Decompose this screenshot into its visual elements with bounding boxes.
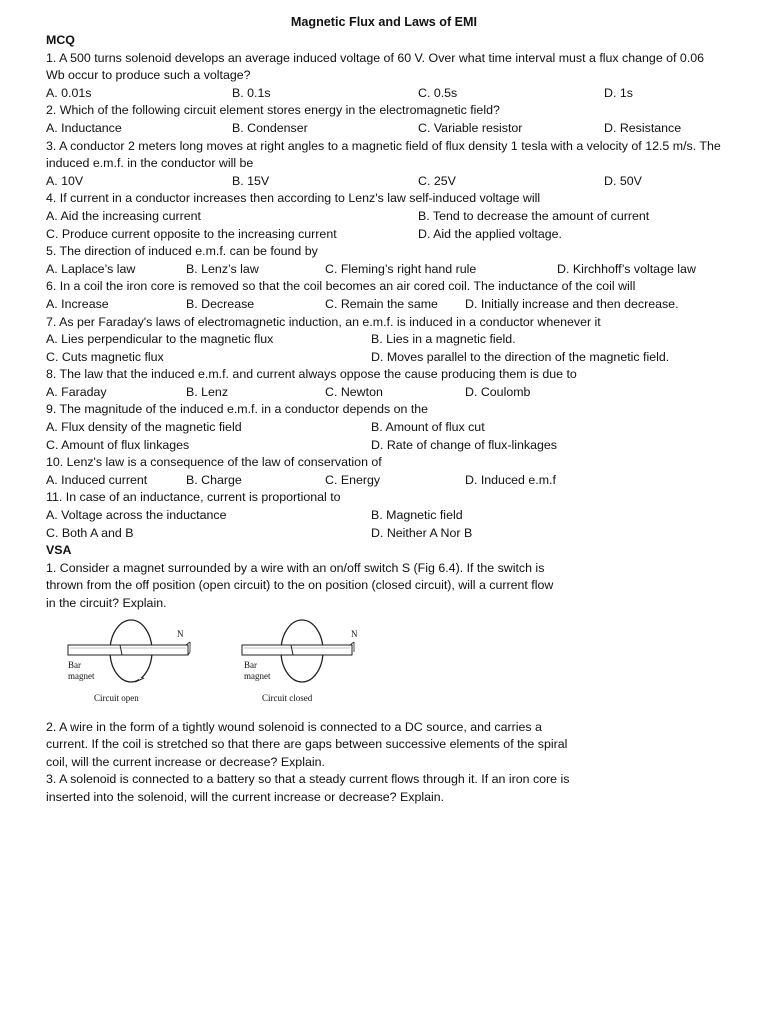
option: A. Aid the increasing current [46, 208, 201, 223]
options-7b [46, 349, 722, 367]
mcq-heading: MCQ [46, 33, 75, 47]
options-2 [46, 120, 722, 138]
caption-closed: Circuit closed [262, 692, 313, 703]
option: D. Induced e.m.f [465, 472, 556, 487]
vsa-question-3-line-2: inserted into the solenoid, will the current increase or decrease? Explain. [46, 789, 445, 804]
question-3: 3. A conductor 2 meters long moves at right angles to a magnetic field of flux density 1 tesla with a velocity of 12.5 m/s. The induced e.m.f. in the conductor will be [46, 138, 721, 171]
option: C. Both A and B [46, 525, 134, 540]
option: D. 1s [604, 85, 633, 100]
option: B. Magnetic field [371, 508, 463, 523]
vsa-question-2-line-3: coil, will the current increase or decrease? Explain. [46, 754, 325, 769]
options-5 [46, 261, 722, 279]
option: C. Newton [325, 384, 383, 399]
options-6 [46, 296, 722, 314]
bar-magnet-right [242, 645, 352, 655]
options-4b [46, 226, 722, 244]
options-10 [46, 472, 722, 490]
option: C. Fleming’s right hand rule [325, 261, 477, 276]
option: D. Initially increase and then decrease. [465, 296, 679, 311]
figure-magnet-circuits [46, 613, 722, 719]
option: B. Amount of flux cut [371, 420, 485, 435]
options-8 [46, 384, 722, 402]
option: C. 0.5s [418, 85, 458, 100]
options-9a [46, 419, 722, 437]
option: A. Induced current [46, 472, 148, 487]
option: A. Voltage across the inductance [46, 508, 227, 523]
options-9b [46, 437, 722, 455]
option: A. 10V [46, 173, 84, 188]
option: A. Increase [46, 296, 109, 311]
options-11a [46, 507, 722, 525]
option: B. Tend to decrease the amount of current [418, 208, 650, 223]
option: B. 0.1s [232, 85, 271, 100]
option: D. Resistance [604, 120, 682, 135]
question-8: 8. The law that the induced e.m.f. and current always oppose the cause producing them is due to [46, 367, 577, 382]
option: B. Lenz’s law [186, 261, 259, 276]
option: B. Lenz [186, 384, 229, 399]
option: C. 25V [418, 173, 456, 188]
option: A. 0.01s [46, 85, 92, 100]
question-4: 4. If current in a conductor increases then according to Lenz's law self-induced voltage will [46, 191, 541, 206]
vsa-question-1-line-2: thrown from the off position (open circuit) to the on position (closed circuit), will a current flow [46, 578, 554, 593]
page-title: Magnetic Flux and Laws of EMI [290, 15, 478, 29]
vsa-question-1-line-3: in the circuit? Explain. [46, 596, 167, 610]
option: D. Moves parallel to the direction of the magnetic field. [371, 349, 670, 364]
bar-label-left: Bar [68, 659, 81, 670]
magnet-circuit-diagram [62, 619, 372, 719]
option: D. Rate of change of flux-linkages [371, 437, 557, 452]
option: B. Condenser [232, 120, 308, 135]
vsa-question-3-line-1: 3. A solenoid is connected to a battery so that a steady current flows through it. If an iron core is [46, 772, 570, 787]
pole-label-right: N [351, 628, 358, 639]
question-7: 7. As per Faraday's laws of electromagnetic induction, an e.m.f. is induced in a conductor whenever it [46, 314, 601, 329]
option: C. Energy [325, 472, 381, 487]
option: A. Lies perpendicular to the magnetic flux [46, 332, 274, 347]
option: D. Coulomb [465, 384, 531, 399]
options-1 [46, 85, 722, 103]
magnet-label-right: magnet [244, 670, 271, 681]
option: C. Remain the same [325, 296, 438, 311]
worksheet [46, 14, 722, 807]
magnet-label-left: magnet [68, 670, 95, 681]
options-11b [46, 525, 722, 543]
option: A. Laplace’s law [46, 261, 136, 276]
bar-label-right: Bar [244, 659, 257, 670]
options-3 [46, 173, 722, 191]
vsa-heading: VSA [46, 543, 72, 558]
question-10: 10. Lenz's law is a consequence of the law of conservation of [46, 455, 382, 470]
bar-magnet-left [68, 645, 188, 655]
option: A. Inductance [46, 120, 122, 135]
caption-open: Circuit open [94, 692, 139, 703]
question-5: 5. The direction of induced e.m.f. can be found by [46, 244, 318, 259]
vsa-question-2-line-2: current. If the coil is stretched so that there are gaps between successive elements of the spiral [46, 737, 568, 752]
options-4a [46, 208, 722, 226]
option: C. Amount of flux linkages [46, 437, 190, 452]
question-11: 11. In case of an inductance, current is proportional to [46, 490, 341, 505]
question-2: 2. Which of the following circuit element stores energy in the electromagnetic field? [46, 103, 500, 118]
options-7a [46, 331, 722, 349]
option: D. Aid the applied voltage. [418, 226, 562, 241]
option: B. Lies in a magnetic field. [371, 332, 516, 347]
option: C. Produce current opposite to the increasing current [46, 226, 337, 241]
question-1: 1. A 500 turns solenoid develops an average induced voltage of 60 V. Over what time interval must a flux change of 0.06 Wb occur to produce such a voltage? [46, 50, 705, 83]
option: B. Decrease [186, 296, 255, 311]
option: B. Charge [186, 472, 242, 487]
pole-label-left: N [177, 628, 184, 639]
option: A. Faraday [46, 384, 107, 399]
question-6: 6. In a coil the iron core is removed so that the coil becomes an air cored coil. The inductance of the coil will [46, 279, 636, 294]
option: C. Variable resistor [418, 120, 523, 135]
option: D. 50V [604, 173, 642, 188]
option: B. 15V [232, 173, 270, 188]
vsa-question-2-line-1: 2. A wire in the form of a tightly wound solenoid is connected to a DC source, and carries a [46, 719, 542, 734]
option: A. Flux density of the magnetic field [46, 420, 242, 435]
option: C. Cuts magnetic flux [46, 349, 164, 364]
option: D. Kirchhoff’s voltage law [557, 261, 696, 276]
question-9: 9. The magnitude of the induced e.m.f. in a conductor depends on the [46, 402, 429, 417]
option: D. Neither A Nor B [371, 525, 473, 540]
vsa-question-1-line-1: 1. Consider a magnet surrounded by a wire with an on/off switch S (Fig 6.4). If the switch is [46, 560, 545, 575]
